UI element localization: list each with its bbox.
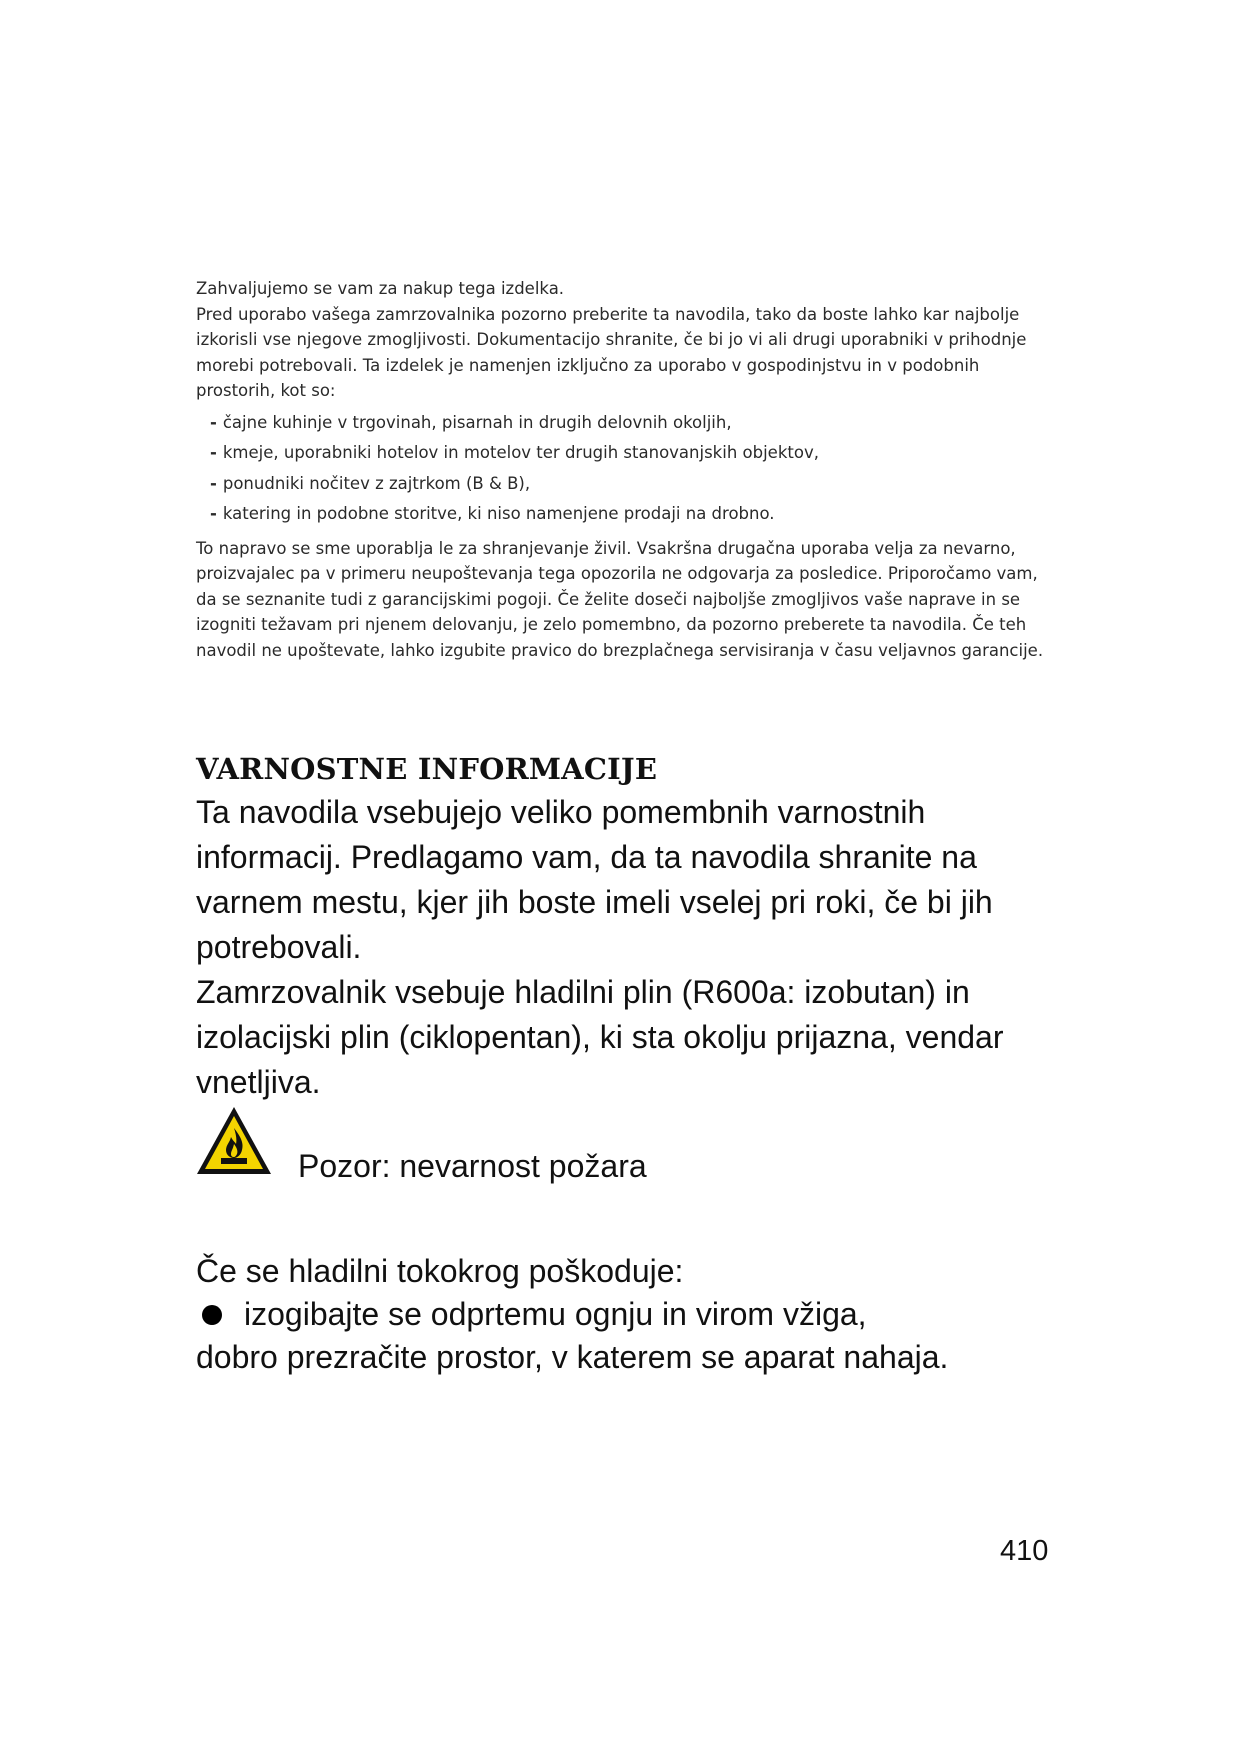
list-item-text: ponudniki nočitev z zajtrkom (B & B), — [222, 473, 531, 493]
safety-body — [196, 790, 1076, 1105]
list-item — [210, 408, 1056, 439]
list-dash: - — [210, 504, 217, 523]
safety-paragraph-1: Ta navodila vsebujejo veliko pomembnih varnostnih informacij. Predlagamo vam, da ta navodila shranite na varnem mestu, kjer jih boste imeli vselej pri roki, če bi jih potrebovali. — [196, 794, 993, 965]
list-dash: - — [210, 473, 217, 493]
list-dash: - — [210, 443, 217, 462]
intro-section — [196, 276, 1056, 663]
list-item-text: katering in podobne storitve, ki niso namenjene prodaji na drobno. — [222, 504, 775, 523]
list-item — [210, 438, 1056, 469]
fire-warning — [194, 1104, 894, 1184]
circuit-intro: Če se hladilni tokokrog poškoduje: — [196, 1253, 684, 1289]
list-item-text: čajne kuhinje v trgovinah, pisarnah in drugih delovnih okoljih, — [222, 412, 732, 432]
intro-thanks: Zahvaljujemo se vam za nakup tega izdelka. — [196, 279, 565, 298]
list-item-text: kmeje, uporabniki hotelov in motelov ter drugih stanovanjskih objektov, — [222, 443, 819, 462]
circuit-followup: dobro prezračite prostor, v katerem se aparat nahaja. — [196, 1339, 949, 1375]
bullet-dot-icon — [202, 1305, 222, 1325]
page-number: 410 — [1000, 1535, 1049, 1567]
list-item — [210, 499, 1056, 530]
list-dash: - — [210, 412, 217, 432]
list-item — [210, 469, 1056, 500]
safety-paragraph-2: Zamrzovalnik vsebuje hladilni plin (R600a: izobutan) in izolacijski plin (ciklopentan), ki sta okolju prijazna, vendar vnetljiva. — [196, 974, 1004, 1100]
circuit-damage-section — [196, 1250, 1076, 1379]
usage-list — [210, 408, 1056, 530]
flammable-warning-icon — [194, 1104, 274, 1178]
intro-paragraph-1: Pred uporabo vašega zamrzovalnika pozorno preberite ta navodila, tako da boste lahko kar najbolje izkorisli vse njegove zmogljivosti. Dokumentacijo shranite, če bi jo vi ali drugi uporabniki v prihodnje morebi potrebovali. Ta izdelek je namenjen izključno za uporabo v gospodinjstvu in v podobnih prostorih, kot so: — [196, 304, 1027, 400]
section-heading: VARNOSTNE INFORMACIJE — [196, 752, 658, 786]
circuit-bullet-text: izogibajte se odprtemu ognju in virom vžiga, — [244, 1296, 867, 1332]
warning-text: Pozor: nevarnost požara — [298, 1148, 647, 1184]
circuit-bullet — [196, 1293, 1076, 1336]
intro-paragraph-2: To napravo se sme uporablja le za shranjevanje živil. Vsakršna drugačna uporaba velja za nevarno, proizvajalec pa v primeru neupoštevanja tega opozorila ne odgovarja za posledice. Priporočamo vam, da se seznanite tudi z garancijskimi pogoji. Če želite doseči najboljše zmogljivos vaše naprave in se izogniti težavam pri njenem delovanju, je zelo pomembno, da pozorno preberete ta navodila. Če teh navodil ne upoštevate, lahko izgubite pravico do brezplačnega servisiranja v času veljavnos garancije. — [196, 538, 1044, 660]
